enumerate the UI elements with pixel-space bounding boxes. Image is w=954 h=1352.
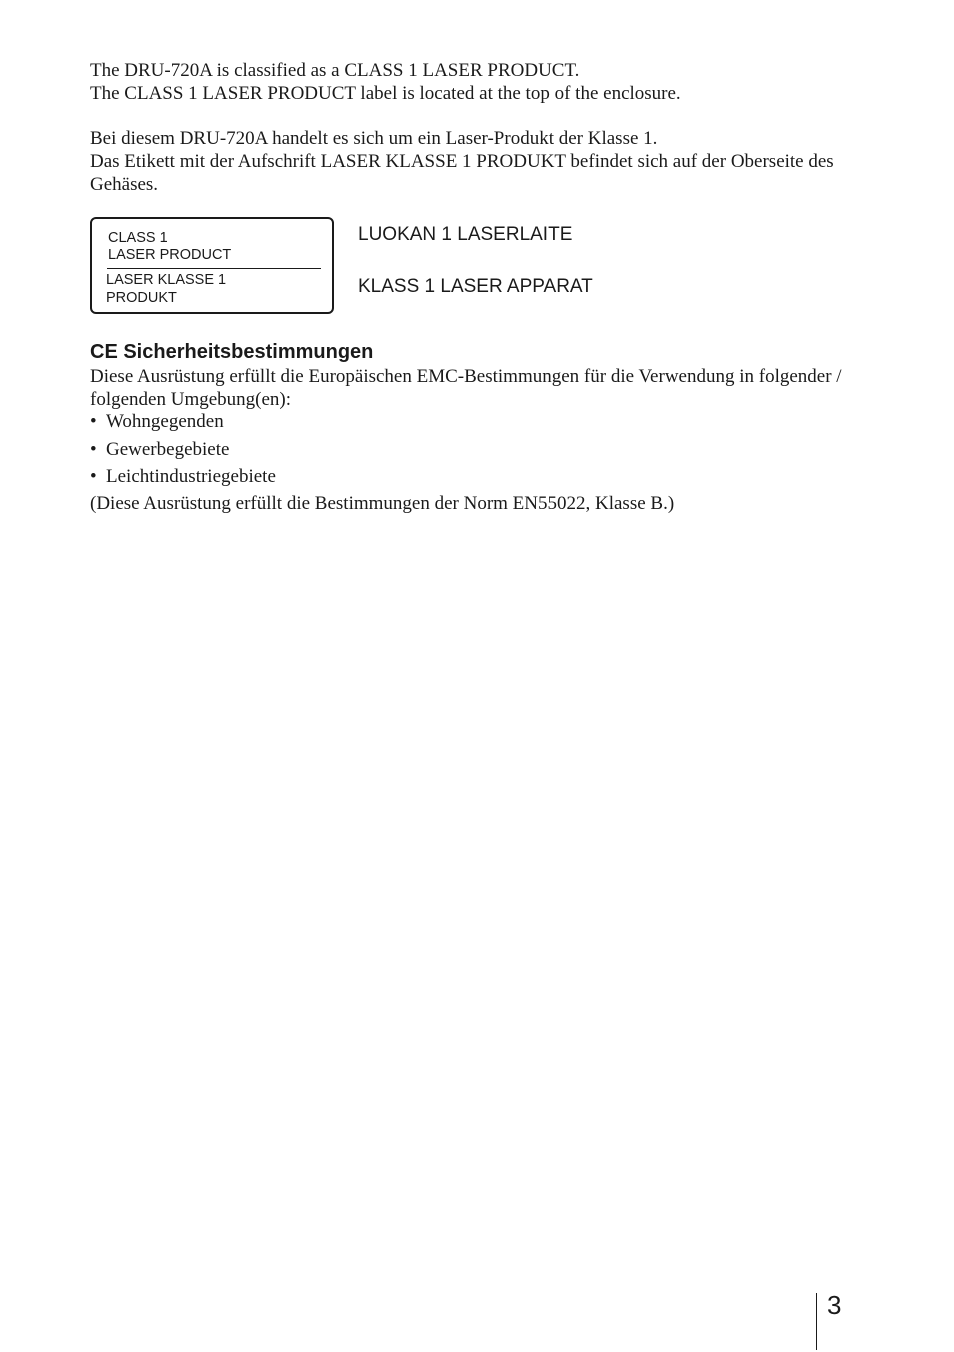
label-line-produkt: PRODUKT <box>106 290 177 306</box>
swedish-laser-label: KLASS 1 LASER APPARAT <box>358 276 593 297</box>
bullet-icon: • <box>90 411 97 432</box>
label-line-class: CLASS 1 <box>108 230 168 246</box>
bullet-icon: • <box>90 438 97 460</box>
label-line-laser-product: LASER PRODUCT <box>108 247 232 263</box>
intro-german <box>90 127 870 196</box>
ce-note: (Diese Ausrüstung erfüllt die Bestimmungen der Norm EN55022, Klasse B.) <box>90 493 675 514</box>
label-divider <box>107 268 321 269</box>
list-item <box>90 438 276 466</box>
label-line-laser-klasse: LASER KLASSE 1 <box>106 272 227 288</box>
ce-body-text: Diese Ausrüstung erfüllt die Europäischen EMC-Bestimmungen für die Verwendung in folgender / folgenden Umgebung(en): <box>90 366 842 410</box>
intro-english-line-2: The CLASS 1 LASER PRODUCT label is located at the top of the enclosure. <box>90 83 681 104</box>
list-item <box>90 465 276 493</box>
page-number-rule <box>816 1293 817 1350</box>
intro-german-line-1: Bei diesem DRU-720A handelt es sich um ein Laser-Produkt der Klasse 1. <box>90 128 658 149</box>
list-item <box>90 410 276 438</box>
intro-english <box>90 59 870 105</box>
list-item-text: Gewerbegebiete <box>106 438 230 460</box>
bullet-icon: • <box>90 466 97 487</box>
laser-class-label <box>90 217 334 314</box>
list-item-text: Leichtindustriegebiete <box>106 466 276 487</box>
ce-heading: CE Sicherheitsbestimmungen <box>90 341 374 363</box>
ce-environment-list <box>90 410 276 493</box>
finnish-laser-label: LUOKAN 1 LASERLAITE <box>358 224 573 245</box>
list-item-text: Wohngegenden <box>106 411 224 432</box>
intro-english-line-1: The DRU-720A is classified as a CLASS 1 LASER PRODUCT. <box>90 60 580 81</box>
intro-german-line-2: Das Etikett mit der Aufschrift LASER KLASSE 1 PRODUKT befindet sich auf der Oberseite des Gehäses. <box>90 151 834 195</box>
page-number: 3 <box>827 1290 842 1320</box>
